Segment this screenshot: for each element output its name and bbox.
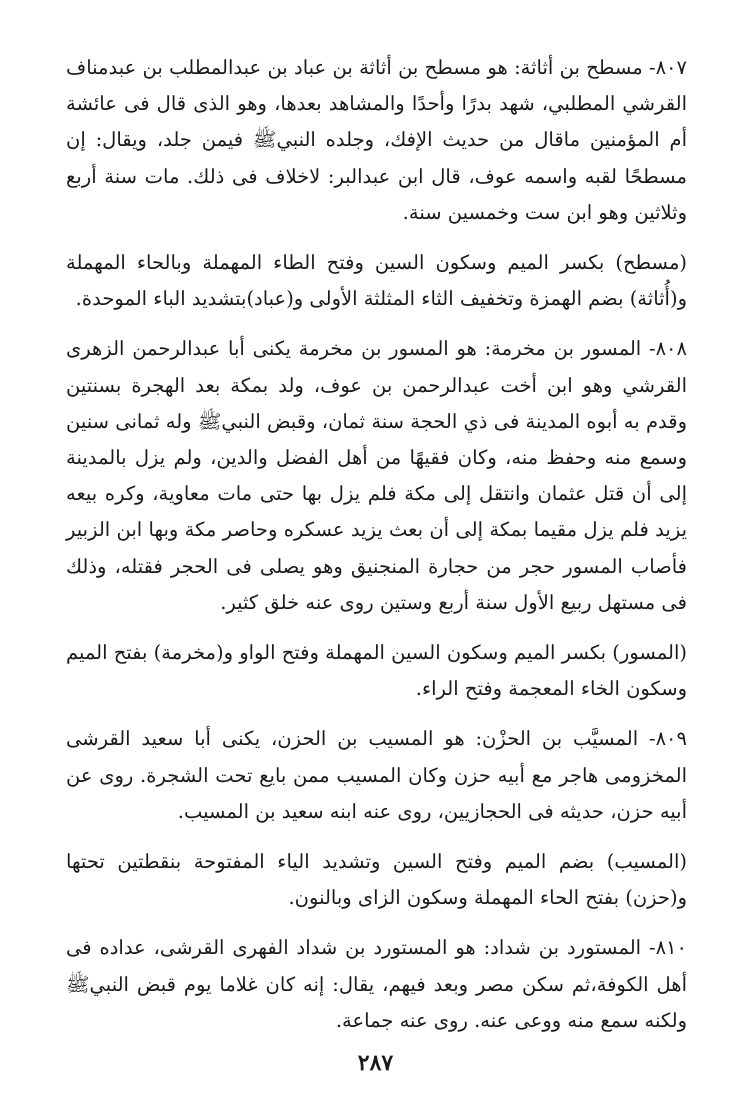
entry-809-note: (المسيب) بضم الميم وفتح السين وتشديد الياء المفتوحة بنقطتين تحتها و(حزن) بفتح الحاء المهملة وسكون الزاى وبالنون. — [66, 850, 687, 910]
page-number: ٢٨٧ — [357, 1050, 394, 1076]
entry-808-bio: ٨٠٨- المسور بن مخرمة: هو المسور بن مخرمة يكنى أبا عبدالرحمن الزهرى القرشي وهو ابن أخت عبدالرحمن بن عوف، ولد بمكة بعد الهجرة بسنتين وقدم به أبوه المدينة فى ذي الحجة سنة ثمان، وقبض النبيﷺ وله ثمانى سنين وسمع منه وحفظ منه، وكان فقيهًا من أهل الفضل والدين، ولم يزل بالمدينة إلى أن قتل عثمان وانتقل إلى مكة فلم يزل بها حتى مات معاوية، وكره بيعه يزيد فلم يزل مقيما بمكة إلى أن بعث يزيد عسكره وحاصر مكة وبها ابن الزبير فأصاب المسور حجر من حجارة المنجنيق وهو يصلى فى الحجر فقتله، وذلك فى مستهل ربيع الأول سنة أربع وستين روى عنه خلق كثير. — [66, 337, 687, 614]
entry-807-note: (مسطح) بكسر الميم وسكون السين وفتح الطاء المهملة وبالحاء المهملة و(أُثاثة) بضم الهمزة وتخفيف الثاء المثلثة الأولى و(عباد)بتشديد الباء الموحدة. — [66, 251, 687, 311]
entry-807-bio: ٨٠٧- مسطح بن أثاثة: هو مسطح بن أثاثة بن عباد بن عبدالمطلب بن عبدمناف القرشي المطلبي، شهد بدرًا وأحدًا والمشاهد بعدها، وهو الذى قال فى عائشة أم المؤمنين ماقال من حديث الإفك، وجلده النبيﷺ فيمن جلد، ويقال: إن مسطحًا لقبه واسمه عوف، قال ابن عبدالبر: لاخلاف فى ذلك. مات سنة أربع وثلاثين وهو ابن ست وخمسين سنة. — [66, 56, 687, 224]
page-body — [66, 50, 687, 1039]
entry-810-bio: ٨١٠- المستورد بن شداد: هو المستورد بن شداد الفهرى القرشى، عداده فى أهل الكوفة،ثم سكن مصر وبعد فيهم، يقال: إنه كان غلاما يوم قبض النبيﷺ ولكنه سمع منه ووعى عنه. روى عنه جماعة. — [66, 936, 687, 1032]
entry-809-bio: ٨٠٩- المسيَّب بن الحزْن: هو المسيب بن الحزن، يكنى أبا سعيد القرشى المخزومى هاجر مع أبيه حزن وكان المسيب ممن بايع تحت الشجرة. روى عن أبيه حزن، حديثه فى الحجازيين، روى عنه ابنه سعيد بن المسيب. — [66, 727, 687, 823]
entry-808-note: (المسور) بكسر الميم وسكون السين المهملة وفتح الواو و(مخرمة) بفتح الميم وسكون الخاء المعجمة وفتح الراء. — [66, 641, 687, 701]
